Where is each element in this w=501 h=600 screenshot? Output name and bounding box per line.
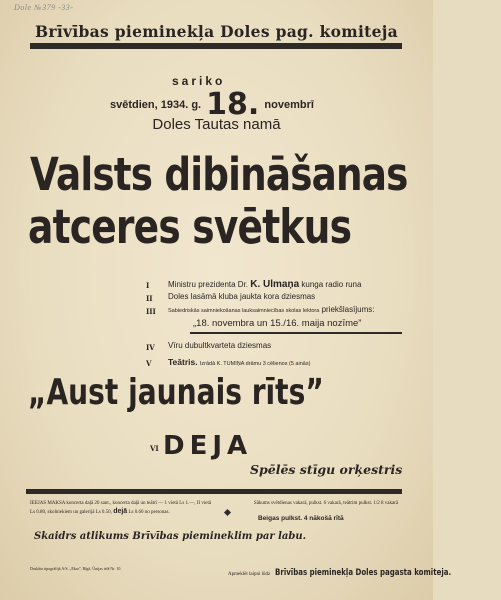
event-place: Doles Tautas namā <box>152 116 281 133</box>
archive-mark: Dole №379 -33- <box>14 3 74 12</box>
orchestra-line: Spēlēs stīgu orķestris <box>250 462 403 477</box>
program-item-4: Vīru dubultkvarteta dziesmas <box>168 341 272 350</box>
program-item-5 <box>168 357 310 367</box>
signature-committee: Brīvības pieminekļa Doles pagasta komiteja. <box>274 568 451 578</box>
date-day: 18. <box>206 87 260 122</box>
program-num-4: IV <box>146 343 155 352</box>
header-rule <box>30 43 402 49</box>
fee-tail: Ls 0.60 no personas. <box>128 510 170 515</box>
program-num-5: V <box>146 359 152 368</box>
program-item-3-quote: „18. novembra un 15./16. maija nozīme” <box>193 318 362 329</box>
signature-prefix: Apmeklēt laipni lūdz <box>228 572 271 577</box>
play-title: „Aust jaunais rīts” <box>28 372 324 413</box>
program-num-1: I <box>146 281 150 290</box>
header-title: Brīvības pieminekļa Doles pag. komiteja <box>34 22 399 41</box>
program-item-3-small: Sabiedriskās saimniekošanas lauksaimniecības skolas lektora <box>168 308 320 314</box>
admission-fees <box>30 500 212 517</box>
footer-rule <box>26 489 402 494</box>
sariko-label: sariko <box>172 74 226 88</box>
program-item-3 <box>168 305 374 314</box>
program-item-1-text: Ministru prezidenta Dr. <box>168 280 249 289</box>
date-suffix: novembrī <box>264 99 314 111</box>
dance-title: DEJA <box>163 431 253 461</box>
main-title-line2: atceres svētkus <box>28 200 352 255</box>
proceeds-note: Skaidrs atlikums Brīvības piemineklim par labu. <box>34 531 307 542</box>
play-title-wrap <box>28 372 407 413</box>
quote-underline <box>190 332 402 334</box>
program-num-2: II <box>146 294 153 303</box>
diamond-icon <box>224 509 231 516</box>
program-item-2: Doles lasāmā kluba jaukta kora dziesmas <box>168 292 316 301</box>
printer-imprint: Drukāta tipogrāfijā A/S. „Ekra”, Rīgā, Ūnijas ielā Nr. 10. <box>30 566 122 571</box>
fee-text: IEEJAS MAKSA koncerta daļā 20 sant., koncerta daļā un teātrī — 1 vietā Ls 1.—, II vietā Ls 0.80, skolniekiem un galerijā Ls 0.50, <box>30 501 212 515</box>
main-title-line2-wrap <box>28 200 432 255</box>
main-title-line1: Valsts dibināšanas <box>30 148 408 201</box>
main-title-line1-wrap <box>30 148 485 201</box>
program-item-1 <box>168 279 361 290</box>
end-time: Beigas pulkst. 4 nākošā rītā <box>258 515 344 522</box>
program-item-1-emph: K. Ulmaņa <box>250 279 300 290</box>
date-prefix: svētdien, 1934. g. <box>110 99 202 111</box>
signature-block <box>228 562 501 580</box>
start-time: Sākums svētdienas vakarā, pulkst. 6 vakarā, teātrim pulkst. 1/2 8 vakarā <box>253 501 399 506</box>
program-item-5-emph: Teātris. <box>168 357 198 367</box>
program-num-6: VI <box>150 444 159 453</box>
fee-emph: dejā <box>113 508 128 515</box>
program-item-1-tail: kunga radio runa <box>301 280 362 289</box>
program-item-3-text: priekšlasījums: <box>321 305 375 314</box>
program-item-5-small: Izrādā K. TUMIŅA drāmu 3 cēlienos (5 ainās) <box>199 361 311 367</box>
program-num-3: III <box>146 307 156 316</box>
